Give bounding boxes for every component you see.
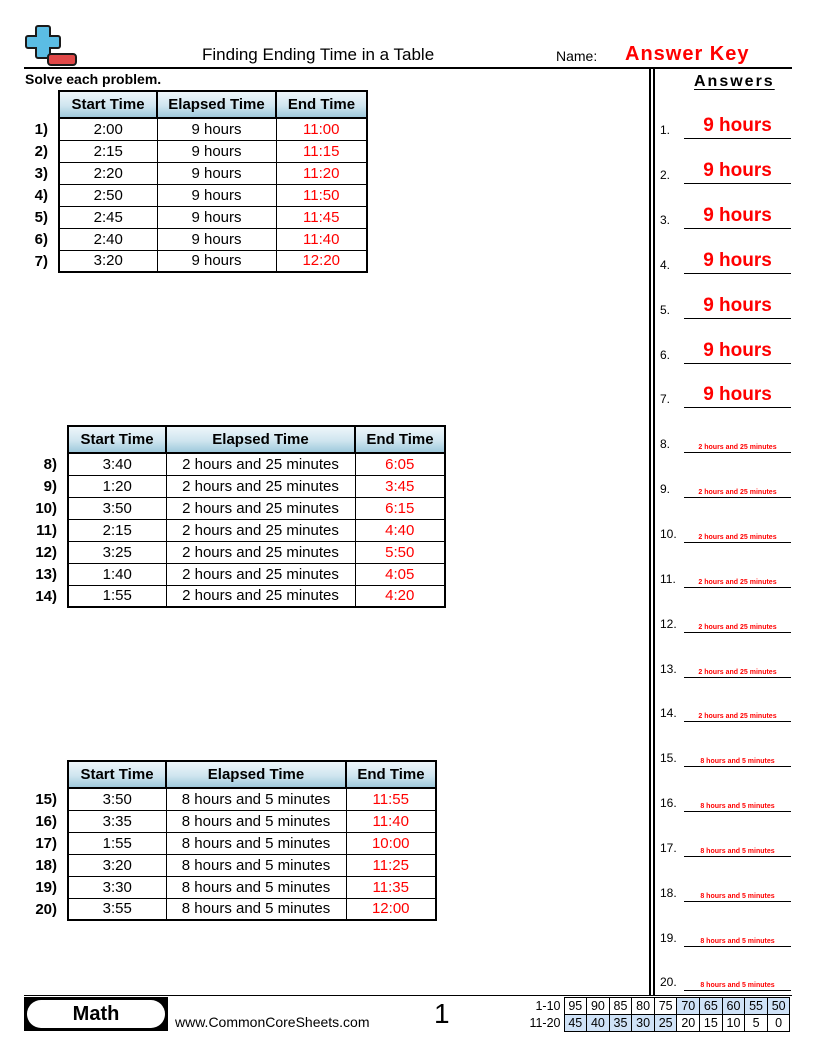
answer-line-19: 19. 8 hours and 5 minutes — [660, 917, 795, 947]
answer-line-9: 9. 2 hours and 25 minutes — [660, 468, 795, 498]
problem-table-3 — [22, 760, 437, 921]
answer-line-6: 6. 9 hours — [660, 334, 795, 364]
answer-line-5: 5. 9 hours — [660, 289, 795, 319]
subject-badge — [24, 997, 168, 1031]
answer-line-14: 14. 2 hours and 25 minutes — [660, 692, 795, 722]
score-row: 11-20 45 40 35 30 25 20 15 10 5 0 — [528, 1015, 790, 1032]
table-row: 16) 3:35 8 hours and 5 minutes 11:40 — [22, 810, 436, 832]
column-header: Elapsed Time — [166, 761, 346, 788]
plus-minus-logo-icon — [24, 24, 80, 68]
table-row: 13) 1:40 2 hours and 25 minutes 4:05 — [22, 563, 445, 585]
answer-line-12: 12. 2 hours and 25 minutes — [660, 603, 795, 633]
table-row: 10) 3:50 2 hours and 25 minutes 6:15 — [22, 497, 445, 519]
score-table — [528, 997, 790, 1032]
table-row: 20) 3:55 8 hours and 5 minutes 12:00 — [22, 898, 436, 920]
table-row: 3) 2:20 9 hours 11:20 — [22, 162, 367, 184]
column-header: End Time — [346, 761, 436, 788]
answer-line-18: 18. 8 hours and 5 minutes — [660, 872, 795, 902]
footer-rule — [24, 995, 792, 996]
column-header: Start Time — [68, 761, 166, 788]
name-value: Answer Key — [625, 43, 750, 65]
table-row: 2) 2:15 9 hours 11:15 — [22, 140, 367, 162]
table-row: 7) 3:20 9 hours 12:20 — [22, 250, 367, 272]
score-row: 1-10 95 90 85 80 75 70 65 60 55 50 — [528, 998, 790, 1015]
answer-line-20: 20. 8 hours and 5 minutes — [660, 961, 795, 991]
column-header: End Time — [355, 426, 445, 453]
table-row: 15) 3:50 8 hours and 5 minutes 11:55 — [22, 788, 436, 810]
table-row: 9) 1:20 2 hours and 25 minutes 3:45 — [22, 475, 445, 497]
column-header: Start Time — [59, 91, 157, 118]
answer-line-8: 8. 2 hours and 25 minutes — [660, 423, 795, 453]
column-divider — [649, 69, 651, 995]
table-row: 5) 2:45 9 hours 11:45 — [22, 206, 367, 228]
header-rule — [24, 67, 792, 69]
table-row: 19) 3:30 8 hours and 5 minutes 11:35 — [22, 876, 436, 898]
answer-line-13: 13. 2 hours and 25 minutes — [660, 648, 795, 678]
column-header: Start Time — [68, 426, 166, 453]
answer-line-11: 11. 2 hours and 25 minutes — [660, 558, 795, 588]
instructions: Solve each problem. — [25, 71, 162, 87]
answer-line-3: 3. 9 hours — [660, 199, 795, 229]
problem-table-1 — [22, 90, 368, 273]
table-row: 18) 3:20 8 hours and 5 minutes 11:25 — [22, 854, 436, 876]
subject-label: Math — [27, 1000, 165, 1028]
website-link[interactable]: www.CommonCoreSheets.com — [175, 1014, 370, 1030]
table-row: 14) 1:55 2 hours and 25 minutes 4:20 — [22, 585, 445, 607]
answer-line-4: 4. 9 hours — [660, 244, 795, 274]
answer-line-16: 16. 8 hours and 5 minutes — [660, 782, 795, 812]
answer-line-1: 1. 9 hours — [660, 109, 795, 139]
worksheet-title: Finding Ending Time in a Table — [202, 45, 435, 64]
table-row: 11) 2:15 2 hours and 25 minutes 4:40 — [22, 519, 445, 541]
column-divider — [653, 69, 655, 995]
table-row: 8) 3:40 2 hours and 25 minutes 6:05 — [22, 453, 445, 475]
table-row: 1) 2:00 9 hours 11:00 — [22, 118, 367, 140]
name-label: Name: — [556, 48, 598, 64]
answer-line-10: 10. 2 hours and 25 minutes — [660, 513, 795, 543]
column-header: End Time — [276, 91, 367, 118]
answer-line-2: 2. 9 hours — [660, 154, 795, 184]
problem-table-2 — [22, 425, 446, 608]
column-header: Elapsed Time — [166, 426, 355, 453]
table-row: 12) 3:25 2 hours and 25 minutes 5:50 — [22, 541, 445, 563]
table-row: 6) 2:40 9 hours 11:40 — [22, 228, 367, 250]
answer-line-15: 15. 8 hours and 5 minutes — [660, 737, 795, 767]
answer-line-7: 7. 9 hours — [660, 378, 795, 408]
table-row: 4) 2:50 9 hours 11:50 — [22, 184, 367, 206]
answer-line-17: 17. 8 hours and 5 minutes — [660, 827, 795, 857]
column-header: Elapsed Time — [157, 91, 276, 118]
answers-heading: Answers — [694, 73, 775, 90]
page-number: 1 — [434, 998, 450, 1029]
table-row: 17) 1:55 8 hours and 5 minutes 10:00 — [22, 832, 436, 854]
